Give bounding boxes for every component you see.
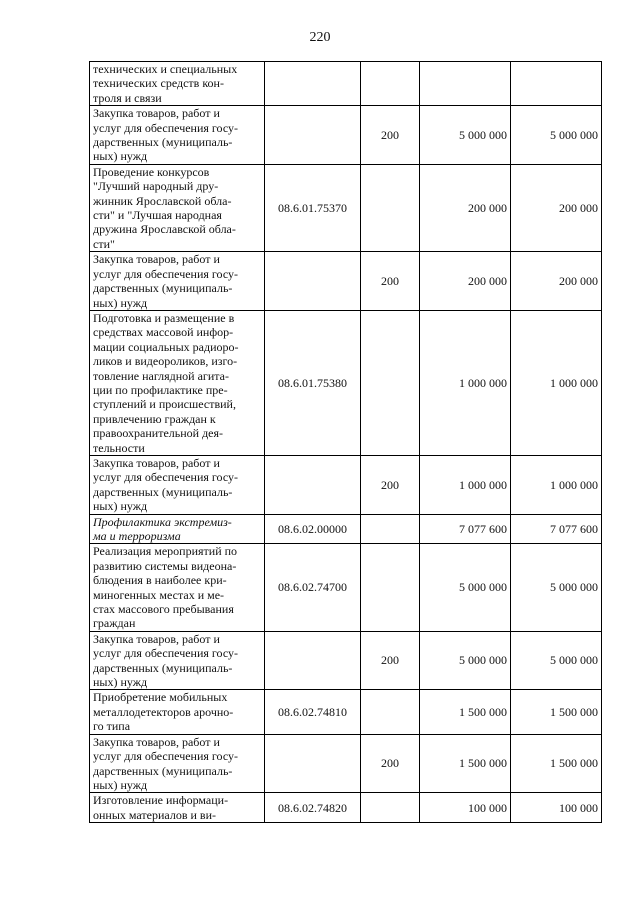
row-amount-2-cell: 1 000 000 bbox=[511, 455, 602, 514]
row-name-cell: Реализация мероприятий по развитию системы видеона- блюдения в наиболее кри- миногенных местах и ме- стах массового пребывания граждан bbox=[90, 544, 265, 631]
row-amount-2-cell: 1 000 000 bbox=[511, 310, 602, 455]
row-expense-type-cell bbox=[361, 793, 420, 823]
row-amount-2-cell: 200 000 bbox=[511, 164, 602, 251]
row-amount-1-cell: 1 000 000 bbox=[420, 455, 511, 514]
table-row bbox=[90, 544, 602, 631]
row-name-cell: Закупка товаров, работ и услуг для обеспечения госу- дарственных (муниципаль- ных) нужд bbox=[90, 734, 265, 793]
row-code-cell: 08.6.01.75380 bbox=[265, 310, 361, 455]
row-name-cell: Закупка товаров, работ и услуг для обеспечения госу- дарственных (муниципаль- ных) нужд bbox=[90, 455, 265, 514]
row-amount-1-cell: 1 500 000 bbox=[420, 734, 511, 793]
row-amount-2-cell: 100 000 bbox=[511, 793, 602, 823]
row-amount-2-cell bbox=[511, 62, 602, 106]
row-name-cell: Закупка товаров, работ и услуг для обеспечения госу- дарственных (муниципаль- ных) нужд bbox=[90, 631, 265, 690]
row-amount-2-cell: 1 500 000 bbox=[511, 734, 602, 793]
row-code-cell: 08.6.02.74820 bbox=[265, 793, 361, 823]
table-row bbox=[90, 62, 602, 106]
row-amount-1-cell: 5 000 000 bbox=[420, 544, 511, 631]
row-amount-1-cell: 1 500 000 bbox=[420, 690, 511, 734]
row-amount-2-cell: 7 077 600 bbox=[511, 514, 602, 544]
row-code-cell: 08.6.02.74810 bbox=[265, 690, 361, 734]
row-name-cell: Приобретение мобильных металлодетекторов арочно- го типа bbox=[90, 690, 265, 734]
row-name-cell: Изготовление информаци- онных материалов и ви- bbox=[90, 793, 265, 823]
row-code-cell bbox=[265, 734, 361, 793]
row-name-cell: Проведение конкурсов "Лучший народный дру- жинник Ярославской обла- сти" и "Лучшая народная дружина Ярославской обла- сти" bbox=[90, 164, 265, 251]
table-row bbox=[90, 106, 602, 165]
budget-table bbox=[89, 61, 602, 823]
table-row bbox=[90, 310, 602, 455]
table-row bbox=[90, 455, 602, 514]
row-expense-type-cell: 200 bbox=[361, 455, 420, 514]
row-code-cell bbox=[265, 252, 361, 311]
table-row bbox=[90, 690, 602, 734]
row-amount-2-cell: 5 000 000 bbox=[511, 544, 602, 631]
row-code-cell: 08.6.02.00000 bbox=[265, 514, 361, 544]
row-name-cell: Профилактика экстремиз- ма и терроризма bbox=[90, 514, 265, 544]
table-row bbox=[90, 252, 602, 311]
table-row bbox=[90, 164, 602, 251]
row-amount-2-cell: 5 000 000 bbox=[511, 631, 602, 690]
table-row bbox=[90, 514, 602, 544]
row-expense-type-cell bbox=[361, 62, 420, 106]
row-expense-type-cell bbox=[361, 310, 420, 455]
row-code-cell bbox=[265, 106, 361, 165]
row-amount-1-cell: 1 000 000 bbox=[420, 310, 511, 455]
row-expense-type-cell bbox=[361, 164, 420, 251]
row-code-cell bbox=[265, 62, 361, 106]
row-expense-type-cell bbox=[361, 514, 420, 544]
row-expense-type-cell: 200 bbox=[361, 734, 420, 793]
row-name-cell: Закупка товаров, работ и услуг для обеспечения госу- дарственных (муниципаль- ных) нужд bbox=[90, 106, 265, 165]
row-amount-2-cell: 5 000 000 bbox=[511, 106, 602, 165]
row-code-cell bbox=[265, 631, 361, 690]
row-name-cell: Закупка товаров, работ и услуг для обеспечения госу- дарственных (муниципаль- ных) нужд bbox=[90, 252, 265, 311]
row-amount-2-cell: 1 500 000 bbox=[511, 690, 602, 734]
row-code-cell bbox=[265, 455, 361, 514]
row-code-cell: 08.6.01.75370 bbox=[265, 164, 361, 251]
row-expense-type-cell: 200 bbox=[361, 106, 420, 165]
row-amount-1-cell: 7 077 600 bbox=[420, 514, 511, 544]
row-amount-1-cell: 5 000 000 bbox=[420, 106, 511, 165]
row-expense-type-cell: 200 bbox=[361, 631, 420, 690]
row-name-cell: технических и специальных технических средств кон- троля и связи bbox=[90, 62, 265, 106]
row-expense-type-cell bbox=[361, 690, 420, 734]
table-row bbox=[90, 793, 602, 823]
row-amount-1-cell: 5 000 000 bbox=[420, 631, 511, 690]
row-code-cell: 08.6.02.74700 bbox=[265, 544, 361, 631]
table-row bbox=[90, 734, 602, 793]
row-expense-type-cell bbox=[361, 544, 420, 631]
row-amount-1-cell: 200 000 bbox=[420, 252, 511, 311]
row-amount-1-cell bbox=[420, 62, 511, 106]
row-amount-2-cell: 200 000 bbox=[511, 252, 602, 311]
row-name-cell: Подготовка и размещение в средствах массовой инфор- мации социальных радиоро- ликов и видеороликов, изго- товление наглядной агита- ции по профилактике пре- ступлений и происшествий, привлечению граждан к правоохранительной дея- тельности bbox=[90, 310, 265, 455]
row-amount-1-cell: 100 000 bbox=[420, 793, 511, 823]
row-expense-type-cell: 200 bbox=[361, 252, 420, 311]
row-amount-1-cell: 200 000 bbox=[420, 164, 511, 251]
page-number: 220 bbox=[309, 30, 331, 45]
table-row bbox=[90, 631, 602, 690]
